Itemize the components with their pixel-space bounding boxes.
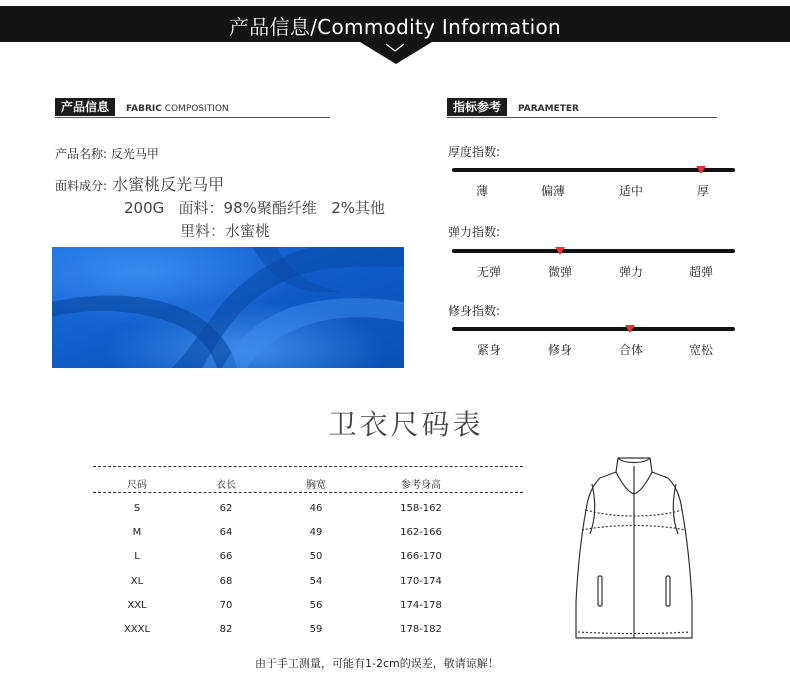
composition-row — [55, 172, 224, 195]
length-cell: 82 — [219, 624, 233, 635]
height-cell: 158-162 — [400, 503, 442, 514]
fabric-section-header — [55, 98, 330, 118]
thickness-scale-bar — [452, 168, 735, 172]
vest-illustration — [572, 452, 696, 642]
fabric-section-divider — [55, 117, 330, 118]
length-cell: 62 — [219, 503, 233, 514]
height-cell: 170-174 — [400, 575, 442, 587]
thickness-marker — [696, 166, 706, 174]
size-cell: S — [133, 503, 141, 514]
fit-option: 修身 — [547, 343, 573, 357]
chevron-down-icon — [385, 43, 405, 53]
chest-cell: 46 — [309, 503, 323, 514]
length-cell: 70 — [219, 599, 233, 611]
fit-label: 修身指数: — [448, 304, 501, 318]
fabric-photo — [52, 247, 404, 368]
size-cell: XXL — [127, 599, 147, 611]
composition-line2: 200G 面料：98%聚酯纤维 2%其他 — [124, 199, 385, 217]
chest-cell: 50 — [309, 551, 323, 563]
chest-cell: 56 — [309, 599, 323, 611]
size-cell: XXXL — [123, 624, 151, 635]
fit-option: 宽松 — [688, 343, 714, 357]
size-cell: XL — [130, 575, 144, 587]
fit-scale-bar — [452, 327, 735, 331]
header-title: 产品信息/Commodity Information — [229, 15, 561, 39]
table-header-chest: 胸宽 — [306, 480, 326, 491]
thickness-option: 适中 — [618, 184, 644, 198]
table-top-divider — [93, 466, 523, 467]
size-table-title: 卫衣尺码表 — [328, 408, 484, 441]
size-cell: L — [134, 551, 140, 563]
table-header-size: 尺码 — [127, 480, 147, 491]
elasticity-option: 弹力 — [618, 265, 644, 279]
length-cell: 64 — [219, 527, 233, 539]
measurement-footnote: 由于手工测量，可能有1-2cm的误差，敬请谅解！ — [255, 657, 499, 670]
parameter-section-tag: 指标参考 — [447, 98, 507, 116]
size-cell: M — [132, 527, 142, 539]
chest-cell: 59 — [309, 624, 323, 635]
elasticity-option: 微弹 — [547, 265, 573, 279]
elasticity-scale-bar — [452, 249, 735, 253]
length-cell: 66 — [219, 551, 233, 563]
thickness-option: 薄 — [475, 184, 489, 198]
composition-label: 面料成分: — [55, 179, 108, 193]
parameter-section-header — [447, 98, 717, 118]
composition-line3: 里料：水蜜桃 — [180, 222, 271, 240]
table-header-height: 参考身高 — [401, 480, 441, 491]
thickness-label: 厚度指数: — [448, 145, 501, 159]
fit-option: 紧身 — [476, 343, 502, 357]
composition-main: 水蜜桃反光马甲 — [112, 175, 225, 194]
product-name-label: 产品名称: — [55, 147, 108, 161]
fabric-section-en: FABRIC COMPOSITION — [126, 104, 229, 114]
height-cell: 174-178 — [400, 599, 442, 611]
header-banner — [0, 6, 790, 42]
elasticity-label: 弹力指数: — [448, 225, 501, 239]
thickness-option: 偏薄 — [540, 184, 566, 198]
elasticity-option: 无弹 — [476, 265, 502, 279]
elasticity-marker — [555, 247, 565, 255]
fit-marker — [625, 325, 635, 333]
fit-option: 合体 — [618, 343, 644, 357]
height-cell: 166-170 — [400, 551, 442, 563]
product-name-row — [55, 145, 159, 162]
table-header-divider — [93, 492, 523, 493]
chest-cell: 49 — [309, 527, 323, 539]
thickness-option: 厚 — [696, 184, 710, 198]
length-cell: 68 — [219, 575, 233, 587]
height-cell: 178-182 — [400, 624, 442, 635]
elasticity-option: 超弹 — [688, 265, 714, 279]
table-header-length: 衣长 — [216, 480, 236, 491]
fabric-section-tag: 产品信息 — [55, 98, 115, 116]
product-name-value: 反光马甲 — [110, 147, 159, 161]
parameter-section-en: PARAMETER — [518, 104, 579, 114]
parameter-section-divider — [447, 117, 717, 118]
height-cell: 162-166 — [400, 527, 442, 539]
chest-cell: 54 — [309, 575, 323, 587]
